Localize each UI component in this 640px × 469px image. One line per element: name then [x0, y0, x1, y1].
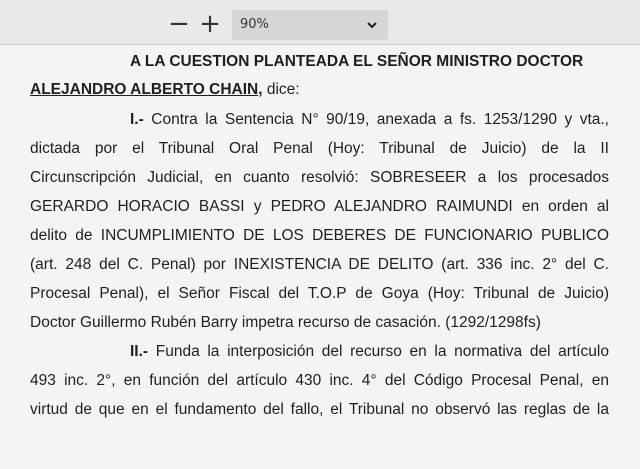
zoom-select[interactable] — [232, 10, 388, 40]
paragraph-1-marker: I.- — [130, 111, 144, 128]
chevron-down-icon — [366, 19, 378, 31]
paragraph-line: 493 inc. 2°, en función del artículo 430 inc. 4° del Código Procesal Penal, en — [30, 372, 609, 389]
paragraph-1-first-line — [130, 111, 609, 129]
paragraph-2-first-line — [130, 343, 609, 361]
paragraph-line: delito de INCUMPLIMIENTO DE LOS DEBERES DE FUNCIONARIO PUBLICO — [30, 227, 609, 244]
paragraph-line: GERARDO HORACIO BASSI y PEDRO ALEJANDRO RAIMUNDI en orden al — [30, 198, 609, 215]
paragraph-text: Funda la interposición del recurso en la normativa del artículo — [148, 343, 609, 360]
viewer-toolbar — [0, 0, 640, 44]
paragraph-line: Procesal Penal), el Señor Fiscal del T.O.P de Goya (Hoy: Tribunal de Juicio) — [30, 285, 609, 302]
paragraph-2-marker: II.- — [130, 343, 149, 360]
heading-tail: dice: — [262, 81, 300, 98]
zoom-in-button[interactable]: + — [199, 9, 221, 39]
paragraph-text: Contra la Sentencia N° 90/19, anexada a fs. 1253/1290 y vta., — [143, 111, 609, 128]
document-page — [0, 45, 640, 469]
paragraph-line: Doctor Guillermo Rubén Barry impetra recurso de casación. (1292/1298fs) — [30, 314, 541, 331]
paragraph-line: dictada por el Tribunal Oral Penal (Hoy: Tribunal de Juicio) de la II — [30, 140, 609, 157]
zoom-value: 90% — [240, 17, 269, 32]
zoom-out-button[interactable]: − — [168, 9, 190, 39]
heading-line: A LA CUESTION PLANTEADA EL SEÑOR MINISTRO DOCTOR — [130, 53, 584, 70]
paragraph-line: Circunscripción Judicial, en cuanto resolvió: SOBRESEER a los procesados — [30, 169, 609, 186]
paragraph-line: (art. 248 del C. Penal) por INEXISTENCIA DE DELITO (art. 336 inc. 2° del C. — [30, 256, 609, 273]
minister-name: ALEJANDRO ALBERTO CHAIN, — [30, 81, 263, 98]
heading-name-line — [30, 81, 300, 99]
paragraph-line: virtud de que en el fundamento del fallo, el Tribunal no observó las reglas de la — [30, 401, 609, 418]
